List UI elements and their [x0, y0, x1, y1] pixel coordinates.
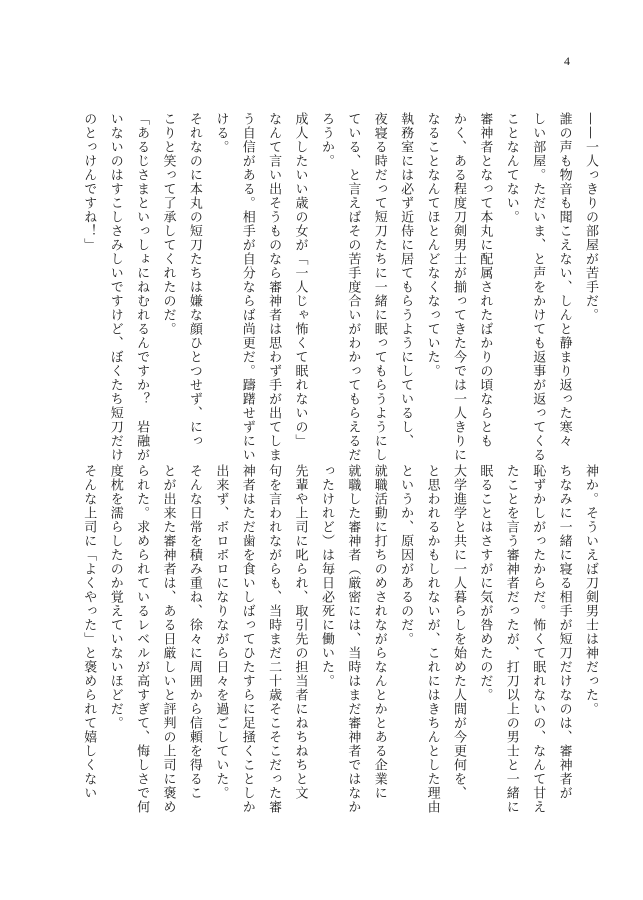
text-line: 眠ることはさすがに気が咎めたのだ。	[477, 464, 493, 702]
text-line: とが出来た審神者は、ある日厳しいと評判の上司に褒め	[160, 464, 176, 814]
text-line: 成人したいい歳の女が「一人じゃ怖くて眠れないの」	[292, 112, 308, 448]
text-line: 出来ず、ボロボロになりながら日々を過ごしていた。	[213, 464, 229, 800]
text-line: 先輩や上司に叱られ、取引先の担当者にねちねちと文	[292, 464, 308, 800]
text-line: 審神者となって本丸に配属されたばかりの頃ならとも	[477, 112, 493, 448]
text-line: 夜寝る時だって短刀たちに一緒に眠ってもらうようにし	[371, 112, 387, 462]
text-line: なることなんてほとんどなくなっていた。	[424, 112, 440, 378]
text-line: なんて言い出そうものなら審神者は思わず手が出てしま	[266, 112, 282, 462]
text-line: いないのはすこしさみしいですけど、ぼくたち短刀だけ	[107, 112, 123, 462]
text-line: 就職した審神者（厳密には、当時はまだ審神者ではなか	[345, 464, 361, 814]
text-line: 句を言われながらも、当時まだ二十歳そこそこだった審	[266, 464, 282, 814]
text-line: ろうか。	[318, 112, 334, 168]
page-number: 4	[564, 54, 570, 68]
text-line: と思われるかもしれないが、これにはきちんとした理由	[424, 464, 440, 814]
upper-text-column	[81, 112, 603, 462]
text-line: 神者はただ歯を食いしばってひたすらに足掻くことしか	[239, 464, 255, 814]
text-line: そんな日常を積み重ね、徐々に周囲から信頼を得るこ	[186, 464, 202, 800]
text-line: 神か。そういえば刀剣男士は神だった。	[583, 464, 598, 716]
text-line: 大学進学と共に一人暮らしを始めた人間が今更何を、	[450, 464, 466, 800]
text-line: 恥ずかしがったからだ。怖くて眠れないの、なんて甘え	[530, 464, 546, 814]
text-line: 就職活動に打ちのめされながらなんとかとある企業に	[371, 464, 387, 800]
text-line: しい部屋。ただいま、と声をかけても返事が返ってくる	[530, 112, 546, 462]
text-line: られた。求められているレベルが高すぎて、悔しさで何	[134, 464, 150, 814]
text-line: ことなんてない。	[503, 112, 519, 224]
text-line: ている、と言えばその苦手度合いがわかってもらえるだ	[345, 112, 361, 462]
text-line: ける。	[213, 112, 229, 154]
text-line: ——一人っきりの部屋が苦手だ。	[583, 112, 598, 322]
text-line: それなのに本丸の短刀たちは嫌な顔ひとつせず、にっ	[186, 112, 202, 448]
text-line: こりと笑って了承してくれたのだ。	[160, 112, 176, 336]
text-line: 度枕を濡らしたのか覚えていないほどだ。	[107, 464, 123, 730]
text-line: ちなみに一緒に寝る相手が短刀だけなのは、審神者が	[556, 464, 572, 800]
text-line: かく、ある程度刀剣男士が揃ってきた今では一人きりに	[450, 112, 466, 462]
text-line: 誰の声も物音も聞こえない、しんと静まり返った寒々	[556, 112, 572, 448]
text-line: そんな上司に「よくやった」と褒められて嬉しくない	[81, 464, 97, 800]
text-line: ったけれど）は毎日必死に働いた。	[318, 464, 334, 688]
text-line: というか、原因があるのだ。	[398, 464, 414, 646]
text-line: 「あるじさまといっしょにねむれるんですか？ 岩融が	[134, 112, 150, 462]
text-line: のとっけんですね！」	[81, 112, 97, 252]
text-line: う自信がある。相手が自分ならば尚更だ。躊躇せずにい	[239, 112, 255, 462]
text-line: 執務室には必ず近侍に居てもらうようにしているし、	[398, 112, 414, 448]
text-line: たことを言う審神者だったが、打刀以上の男士と一緒に	[503, 464, 519, 814]
lower-text-column	[81, 464, 603, 814]
